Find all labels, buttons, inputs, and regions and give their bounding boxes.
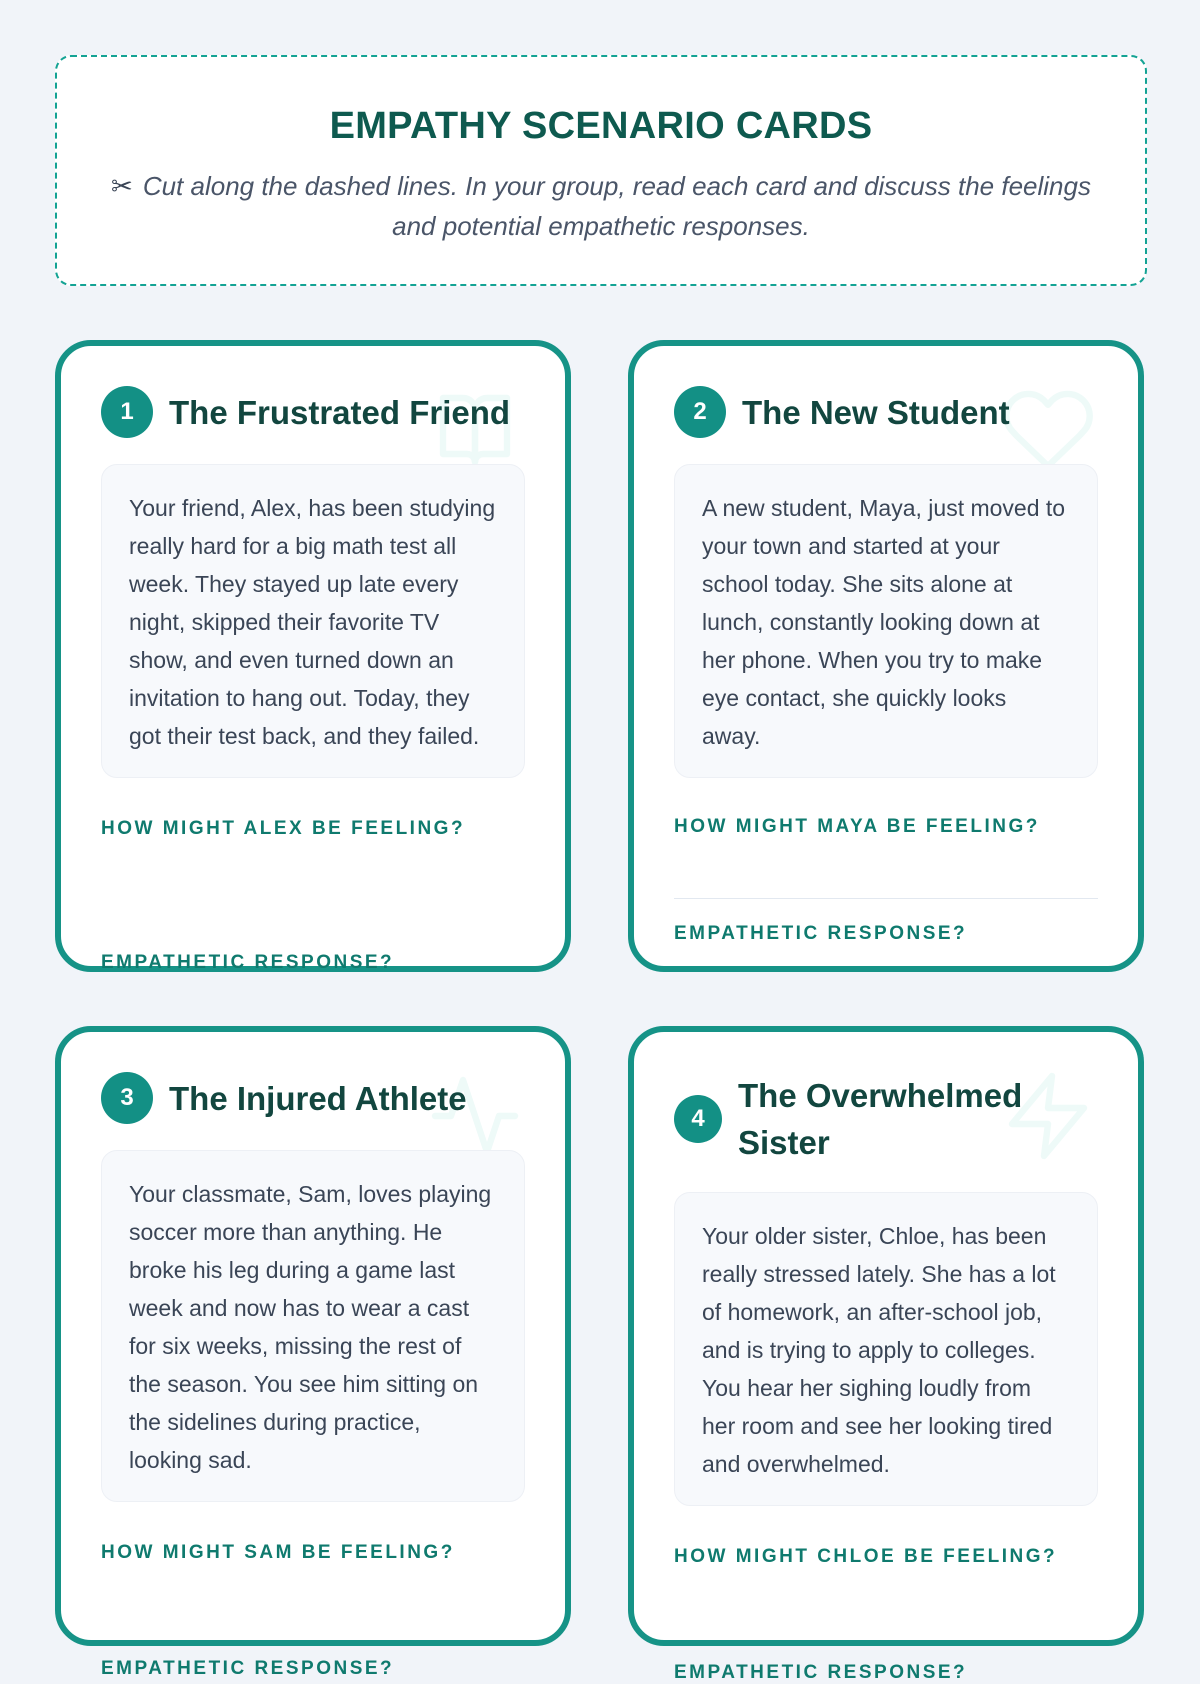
- response-prompt: EMPATHETIC RESPONSE?: [674, 1662, 968, 1683]
- feeling-prompt: HOW MIGHT MAYA BE FEELING?: [674, 816, 1040, 837]
- card-title: The Overwhelmed Sister: [738, 1077, 1023, 1161]
- card-title: The Frustrated Friend: [169, 393, 511, 431]
- instructions-body: Cut along the dashed lines. In your group, read each card and discuss the feelings and potential empathetic responses.: [142, 171, 1091, 241]
- scenario-text: Your older sister, Chloe, has been really stressed lately. She has a lot of homework, an after-school job, and is trying to apply to colleges. You hear her sighing loudly from her room and see her looking tired and overwhelmed.: [674, 1192, 1098, 1506]
- feeling-answer-space: [674, 838, 1098, 898]
- scenario-text: Your friend, Alex, has been studying really hard for a big math test all week. They stayed up late every night, skipped their favorite TV show, and even turned down an invitation to hang out. Today, they got their test back, and they failed.: [101, 464, 525, 778]
- card-number-badge: 4: [674, 1095, 722, 1143]
- instructions-header: [55, 55, 1147, 286]
- instructions-text: [111, 166, 1091, 246]
- card-title: The New Student: [742, 393, 1010, 431]
- card-title: The Injured Athlete: [169, 1079, 467, 1117]
- card-header: [674, 1072, 1098, 1166]
- scenario-text: A new student, Maya, just moved to your town and started at your school today. She sits alone at lunch, constantly looking down at her phone. When you try to make eye contact, she quickly looks away.: [674, 464, 1098, 778]
- response-prompt: EMPATHETIC RESPONSE?: [674, 923, 968, 944]
- scenario-card-2: [628, 340, 1144, 972]
- scenario-card-4: [628, 1026, 1144, 1683]
- feeling-prompt: HOW MIGHT SAM BE FEELING?: [101, 1542, 455, 1563]
- card-number-badge: 1: [101, 386, 153, 438]
- card-number-badge: 3: [101, 1072, 153, 1124]
- feeling-prompt: HOW MIGHT CHLOE BE FEELING?: [674, 1546, 1058, 1567]
- scissors-icon: ✂: [111, 171, 133, 201]
- response-prompt: EMPATHETIC RESPONSE?: [101, 952, 395, 973]
- feeling-answer-space: [674, 1568, 1098, 1638]
- feeling-answer-space: [101, 840, 525, 900]
- divider: [674, 898, 1098, 899]
- card-header: [674, 386, 1098, 438]
- scenario-text: Your classmate, Sam, loves playing soccer more than anything. He broke his leg during a game last week and now has to wear a cast for six weeks, missing the rest of the season. You see him sitting on the sidelines during practice, looking sad.: [101, 1150, 525, 1502]
- card-number-badge: 2: [674, 386, 726, 438]
- scenario-card-3: [55, 1026, 571, 1679]
- card-header: [101, 386, 525, 438]
- scenario-card-1: [55, 340, 571, 972]
- page-title: EMPATHY SCENARIO CARDS: [329, 105, 873, 147]
- card-header: [101, 1072, 525, 1124]
- response-prompt: EMPATHETIC RESPONSE?: [101, 1658, 395, 1679]
- feeling-answer-space: [101, 1564, 525, 1634]
- feeling-prompt: HOW MIGHT ALEX BE FEELING?: [101, 818, 466, 839]
